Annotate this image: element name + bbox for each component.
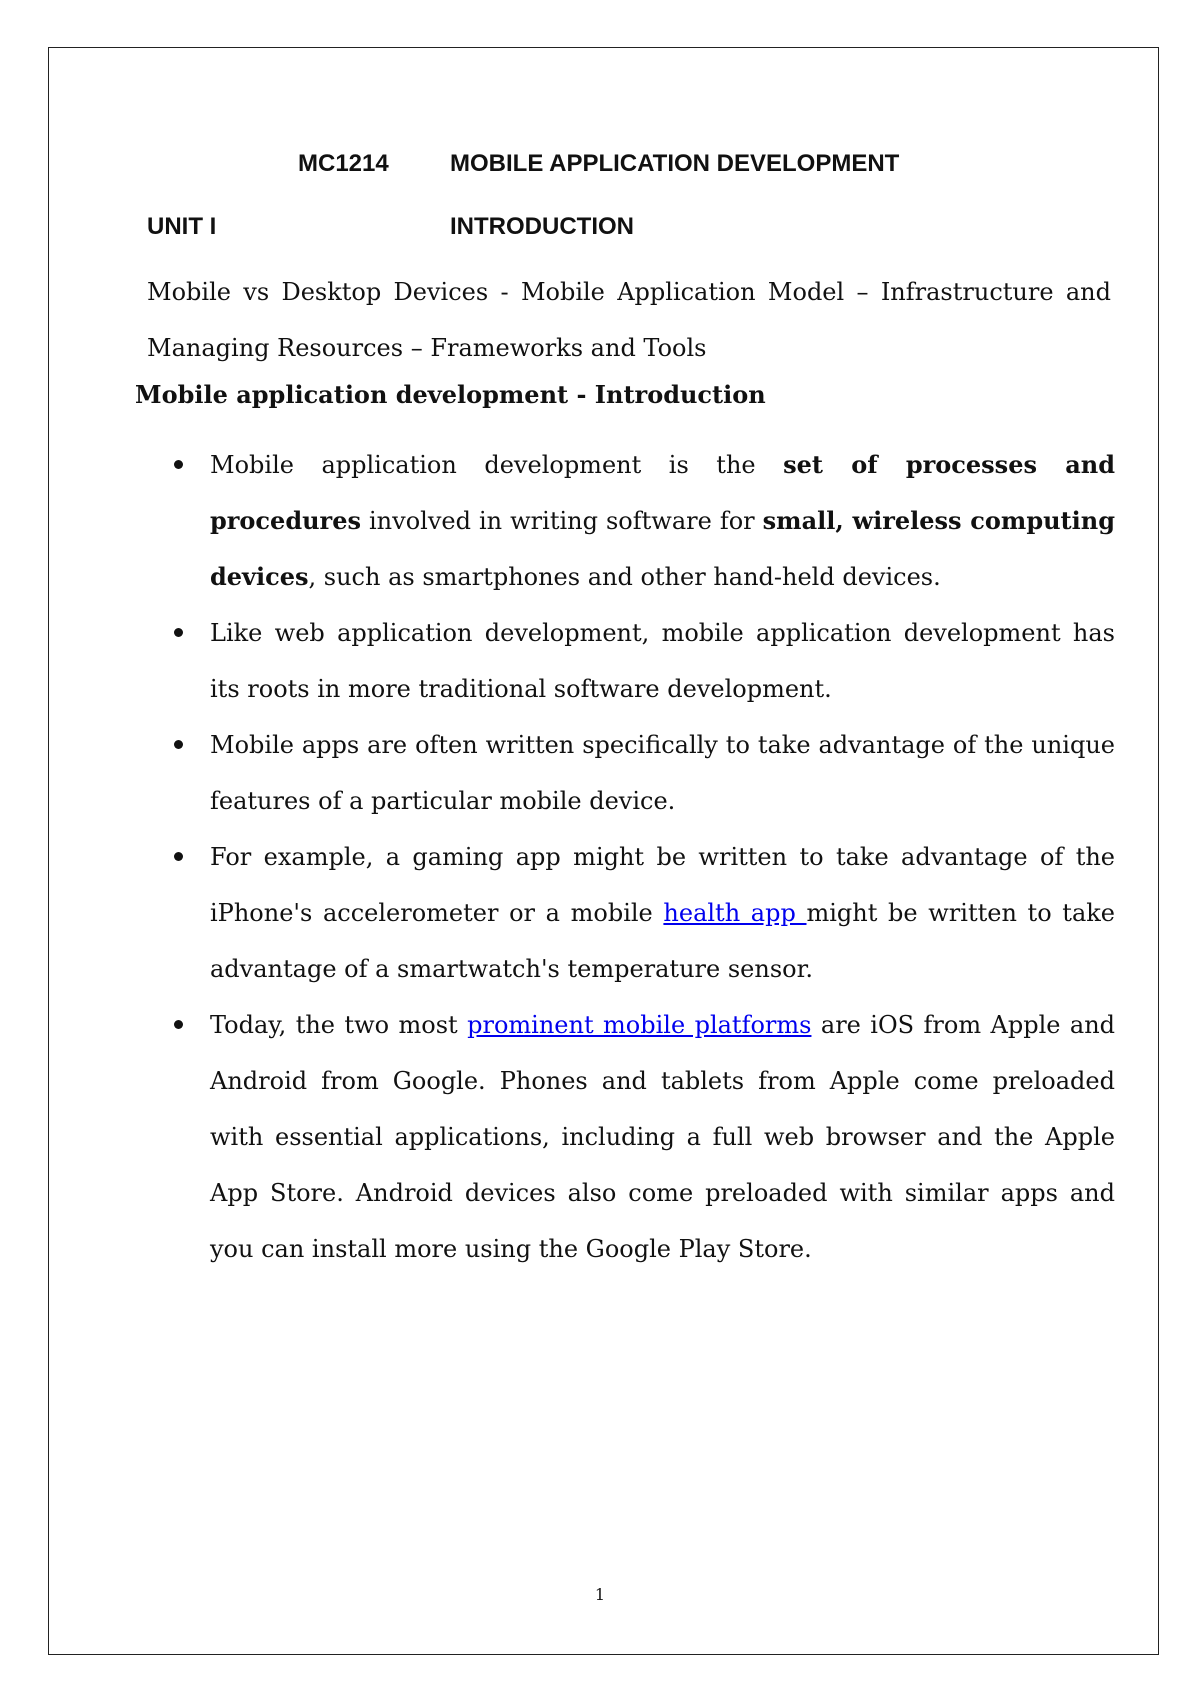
bullet-text: might be written to take advantage of a smartwatch's temperature sensor. xyxy=(210,899,1116,983)
section-heading: Mobile application development - Introduction xyxy=(135,380,766,409)
list-item xyxy=(150,437,1115,605)
prominent-platforms-link[interactable]: prominent mobile platforms xyxy=(467,1011,812,1039)
bullet-icon xyxy=(174,740,183,749)
bullet-text: are iOS from Apple and Android from Google. Phones and tablets from Apple come preloaded with essential applications, including a full web browser and the Apple App Store. Android devices also come preloaded with similar apps and you can install more using the Google Play Store. xyxy=(210,1011,1116,1263)
bullet-text: For example, a gaming app might be written to take advantage of the iPhone's accelerometer or a mobile xyxy=(210,843,1115,927)
list-item xyxy=(150,717,1115,829)
course-title: MOBILE APPLICATION DEVELOPMENT xyxy=(450,150,900,177)
bullet-icon xyxy=(174,852,183,861)
bullet-icon xyxy=(174,1020,183,1029)
list-item xyxy=(150,997,1115,1277)
bullet-text: , such as smartphones and other hand-held devices. xyxy=(308,563,941,591)
syllabus-topics: Mobile vs Desktop Devices - Mobile Application Model – Infrastructure and Managing Resources – Frameworks and Tools xyxy=(147,278,1111,362)
bullet-text: Like web application development, mobile application development has its roots in more traditional software development. xyxy=(210,619,1115,703)
bullet-icon xyxy=(174,460,183,469)
bullet-list xyxy=(150,437,1115,1277)
unit-row xyxy=(0,213,1200,247)
unit-title: INTRODUCTION xyxy=(450,213,634,240)
list-item xyxy=(150,829,1115,997)
unit-label: UNIT I xyxy=(147,213,217,240)
bold-phrase: small, wireless computing devices xyxy=(210,506,1115,591)
bullet-text: Today, the two most xyxy=(210,1011,468,1039)
list-item xyxy=(150,605,1115,717)
course-code: MC1214 xyxy=(298,150,389,177)
health-app-link[interactable]: health app xyxy=(663,899,807,927)
course-title-row xyxy=(0,150,1200,184)
bullet-icon xyxy=(174,628,183,637)
bullet-text: Mobile application development is the xyxy=(210,451,784,479)
bullet-text: Mobile apps are often written specifically to take advantage of the unique features of a particular mobile device. xyxy=(210,731,1115,815)
page-number: 1 xyxy=(594,1585,606,1604)
bold-phrase: set of processes and procedures xyxy=(210,450,1116,535)
bullet-text: involved in writing software for xyxy=(360,507,763,535)
